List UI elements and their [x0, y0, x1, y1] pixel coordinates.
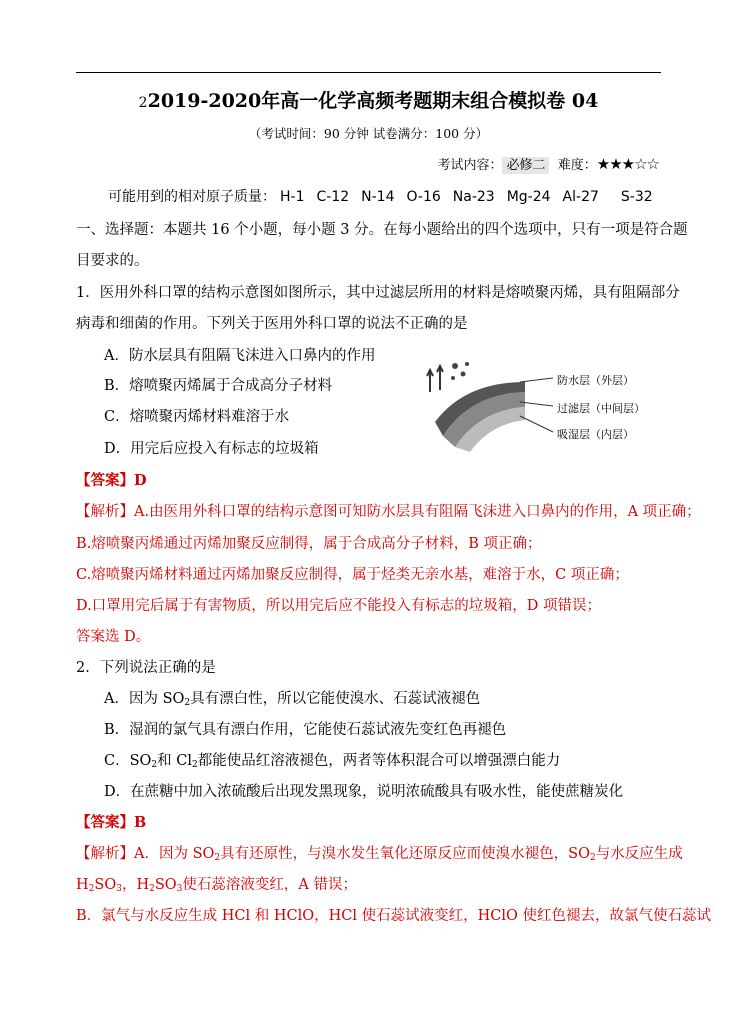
q1-analysis-3: C.熔喷聚丙烯材料通过丙烯加聚反应制得，属于烃类无亲水基，难溶于水，C 项正确；	[76, 567, 629, 583]
q1-option-b: B．熔喷聚丙烯属于合成高分子材料	[104, 378, 333, 394]
figure-label-middle: 过滤层（中间层）	[557, 402, 645, 415]
q2-option-d: D．在蔗糖中加入浓硫酸后出现发黑现象，说明浓硫酸具有吸水性，能使蔗糖炭化	[104, 784, 624, 800]
mass-item: N-14	[361, 189, 395, 205]
q1-option-c: C．熔喷聚丙烯材料难溶于水	[104, 409, 290, 425]
mass-item: Al-27	[562, 189, 599, 205]
q1-answer: 【答案】D	[76, 472, 147, 489]
mass-item: O-16	[406, 189, 441, 205]
q2-stem: 2．下列说法正确的是	[76, 660, 216, 676]
q2-option-b: B．湿润的氯气具有漂白作用，它能使石蕊试液先变红色再褪色	[104, 722, 507, 738]
mass-item: C-12	[316, 189, 350, 205]
difficulty-label: 难度：	[557, 158, 597, 173]
q1-analysis-4: D.口罩用完后属于有害物质，所以用完后应不能投入有标志的垃圾箱，D 项错误；	[76, 598, 601, 614]
mass-item: S-32	[620, 189, 653, 205]
q2-analysis-3: B．氯气与水反应生成 HCl 和 HClO，HCl 使石蕊试液变红，HClO 使红色褪去，故氯气使石蕊试	[76, 908, 711, 924]
header-rule	[76, 72, 661, 73]
q2-option-c: C．$SO_2$和 $Cl_2$都能使品红溶液褪色，两者等体积混合可以增强漂白能力	[104, 753, 561, 770]
q2-analysis-1: 【解析】A．因为 $SO_2$具有还原性，与溴水发生氧化还原反应而使溴水褪色，$SO_2$与水反应生成	[76, 846, 683, 863]
content-label: 考试内容：	[437, 158, 503, 173]
figure-label-inner: 吸湿层（内层）	[557, 428, 634, 441]
q1-stem-1: 1．医用外科口罩的结构示意图如图所示，其中过滤层所用的材料是熔喷聚丙烯，具有阻隔部分	[76, 285, 680, 301]
atomic-masses-label: 可能用到的相对原子质量：	[108, 189, 276, 205]
mask-structure-figure	[425, 352, 665, 452]
page-title: 22019-2020年高一化学高频考题期末组合模拟卷 04	[138, 90, 599, 112]
q2-option-a: A．因为 $SO_2$具有漂白性，所以它能使溴水、石蕊试液褪色	[104, 691, 481, 708]
figure-label-outer: 防水层（外层）	[557, 374, 634, 387]
difficulty-stars: ★★★☆☆	[596, 155, 659, 173]
q2-answer: 【答案】B	[76, 814, 147, 831]
q1-analysis-5: 答案选 D。	[76, 629, 151, 645]
content-value: 必修二	[502, 157, 549, 174]
section-intro-1: 一、选择题：本题共 16 个小题，每小题 3 分。在每小题给出的四个选项中，只有一项是符合题	[76, 222, 688, 238]
q1-stem-2: 病毒和细菌的作用。下列关于医用外科口罩的说法不正确的是	[76, 316, 468, 332]
exam-info: （考试时间：90 分钟 试卷满分：100 分）	[248, 126, 489, 141]
q1-analysis-2: B.熔喷聚丙烯通过丙烯加聚反应制得，属于合成高分子材料，B 项正确；	[76, 536, 542, 552]
mass-item: Mg-24	[506, 189, 551, 205]
exam-meta	[437, 154, 659, 173]
q1-option-d: D．用完后应投入有标志的垃圾箱	[104, 441, 319, 457]
atomic-masses	[108, 186, 665, 206]
q1-option-a: A．防水层具有阻隔飞沫进入口鼻内的作用	[104, 348, 376, 364]
mass-item: H-1	[280, 189, 305, 205]
section-intro-2: 目要求的。	[76, 253, 149, 269]
mass-item: Na-23	[452, 189, 495, 205]
q1-analysis-1: 【解析】A.由医用外科口罩的结构示意图可知防水层具有阻隔飞沫进入口鼻内的作用，A 项正确；	[76, 504, 701, 520]
q2-analysis-2: $H_2SO_3$，$H_2SO_3$使石蕊溶液变红，A 错误；	[76, 877, 357, 894]
